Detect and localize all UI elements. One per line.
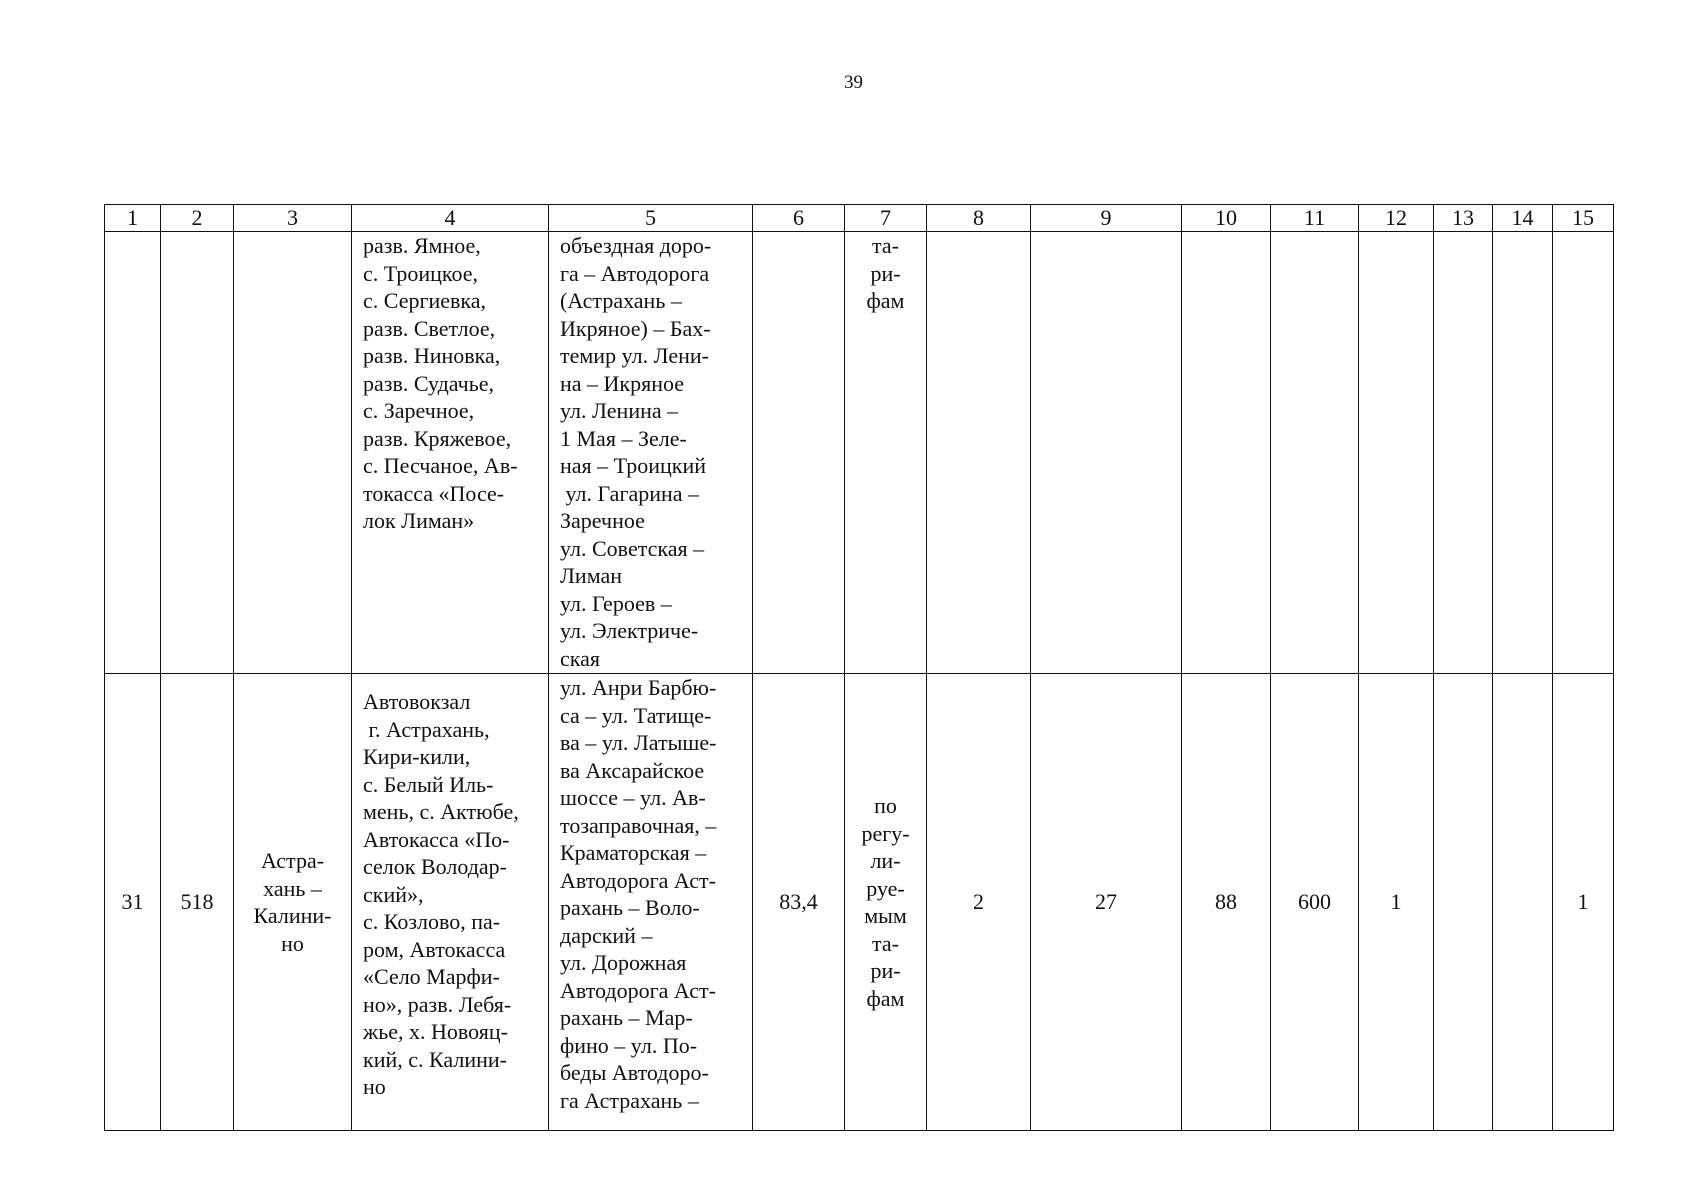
cell-col11 [1271, 232, 1359, 674]
page-number: 39 [844, 72, 863, 93]
cell-number: 31 [105, 674, 161, 1131]
table-row [105, 232, 1614, 674]
route-table [104, 204, 1614, 1131]
cell-tariff: по регу- ли- руе- мым та- ри- фам [845, 674, 927, 1131]
cell-route-name [234, 232, 352, 674]
cell-stops: Автовокзал г. Астрахань, Кири-кили, с. Белый Иль- мень, с. Актюбе, Автокасса «По- селок Володар- ский», с. Козлово, па- ром, Автокасса «Село Марфи- но», разв. Лебя- жье, х. Новояц- кий, с. Калини- но [352, 674, 549, 1131]
header-cell-14: 14 [1493, 205, 1553, 232]
header-cell-12: 12 [1359, 205, 1434, 232]
header-cell-8: 8 [927, 205, 1031, 232]
cell-col12: 1 [1359, 674, 1434, 1131]
header-cell-10: 10 [1182, 205, 1271, 232]
cell-col15: 1 [1553, 674, 1614, 1131]
cell-streets: объездная доро- га – Автодорога (Астрахань – Икряное) – Бах- темир ул. Лени- на – Икряное ул. Ленина – 1 Мая – Зеле- ная – Троицкий ул. Гагарина – Заречное ул. Советская – Лиман ул. Героев – ул. Электриче- ская [549, 232, 753, 674]
header-cell-3: 3 [234, 205, 352, 232]
cell-col14 [1493, 674, 1553, 1131]
cell-route-name: Астра- хань – Калини- но [234, 674, 352, 1131]
cell-col13 [1434, 674, 1493, 1131]
cell-col10 [1182, 232, 1271, 674]
cell-streets: ул. Анри Барбю- са – ул. Татище- ва – ул. Латыше- ва Аксарайское шоссе – ул. Ав- тозаправочная, – Краматорская – Автодорога Аст- рахань – Воло- дарский – ул. Дорожная Автодорога Аст- рахань – Мар- фино – ул. По- беды Автодоро- га Астрахань – [549, 674, 753, 1131]
header-cell-2: 2 [161, 205, 234, 232]
cell-col8: 2 [927, 674, 1031, 1131]
header-cell-9: 9 [1031, 205, 1182, 232]
cell-col14 [1493, 232, 1553, 674]
cell-col10: 88 [1182, 674, 1271, 1131]
header-cell-15: 15 [1553, 205, 1614, 232]
table-row [105, 674, 1614, 1131]
cell-length: 83,4 [753, 674, 845, 1131]
header-cell-7: 7 [845, 205, 927, 232]
header-cell-4: 4 [352, 205, 549, 232]
cell-col15 [1553, 232, 1614, 674]
cell-col13 [1434, 232, 1493, 674]
cell-col9: 27 [1031, 674, 1182, 1131]
cell-col12 [1359, 232, 1434, 674]
cell-route-code [161, 232, 234, 674]
cell-length [753, 232, 845, 674]
cell-number [105, 232, 161, 674]
cell-col9 [1031, 232, 1182, 674]
cell-tariff: та- ри- фам [845, 232, 927, 674]
header-cell-13: 13 [1434, 205, 1493, 232]
cell-stops: разв. Ямное, с. Троицкое, с. Сергиевка, разв. Светлое, разв. Ниновка, разв. Судачье, с. Заречное, разв. Кряжевое, с. Песчаное, Ав- токасса «Посе- лок Лиман» [352, 232, 549, 674]
header-cell-5: 5 [549, 205, 753, 232]
header-row [105, 205, 1614, 232]
header-cell-6: 6 [753, 205, 845, 232]
header-cell-11: 11 [1271, 205, 1359, 232]
cell-route-code: 518 [161, 674, 234, 1131]
cell-col11: 600 [1271, 674, 1359, 1131]
cell-col8 [927, 232, 1031, 674]
header-cell-1: 1 [105, 205, 161, 232]
